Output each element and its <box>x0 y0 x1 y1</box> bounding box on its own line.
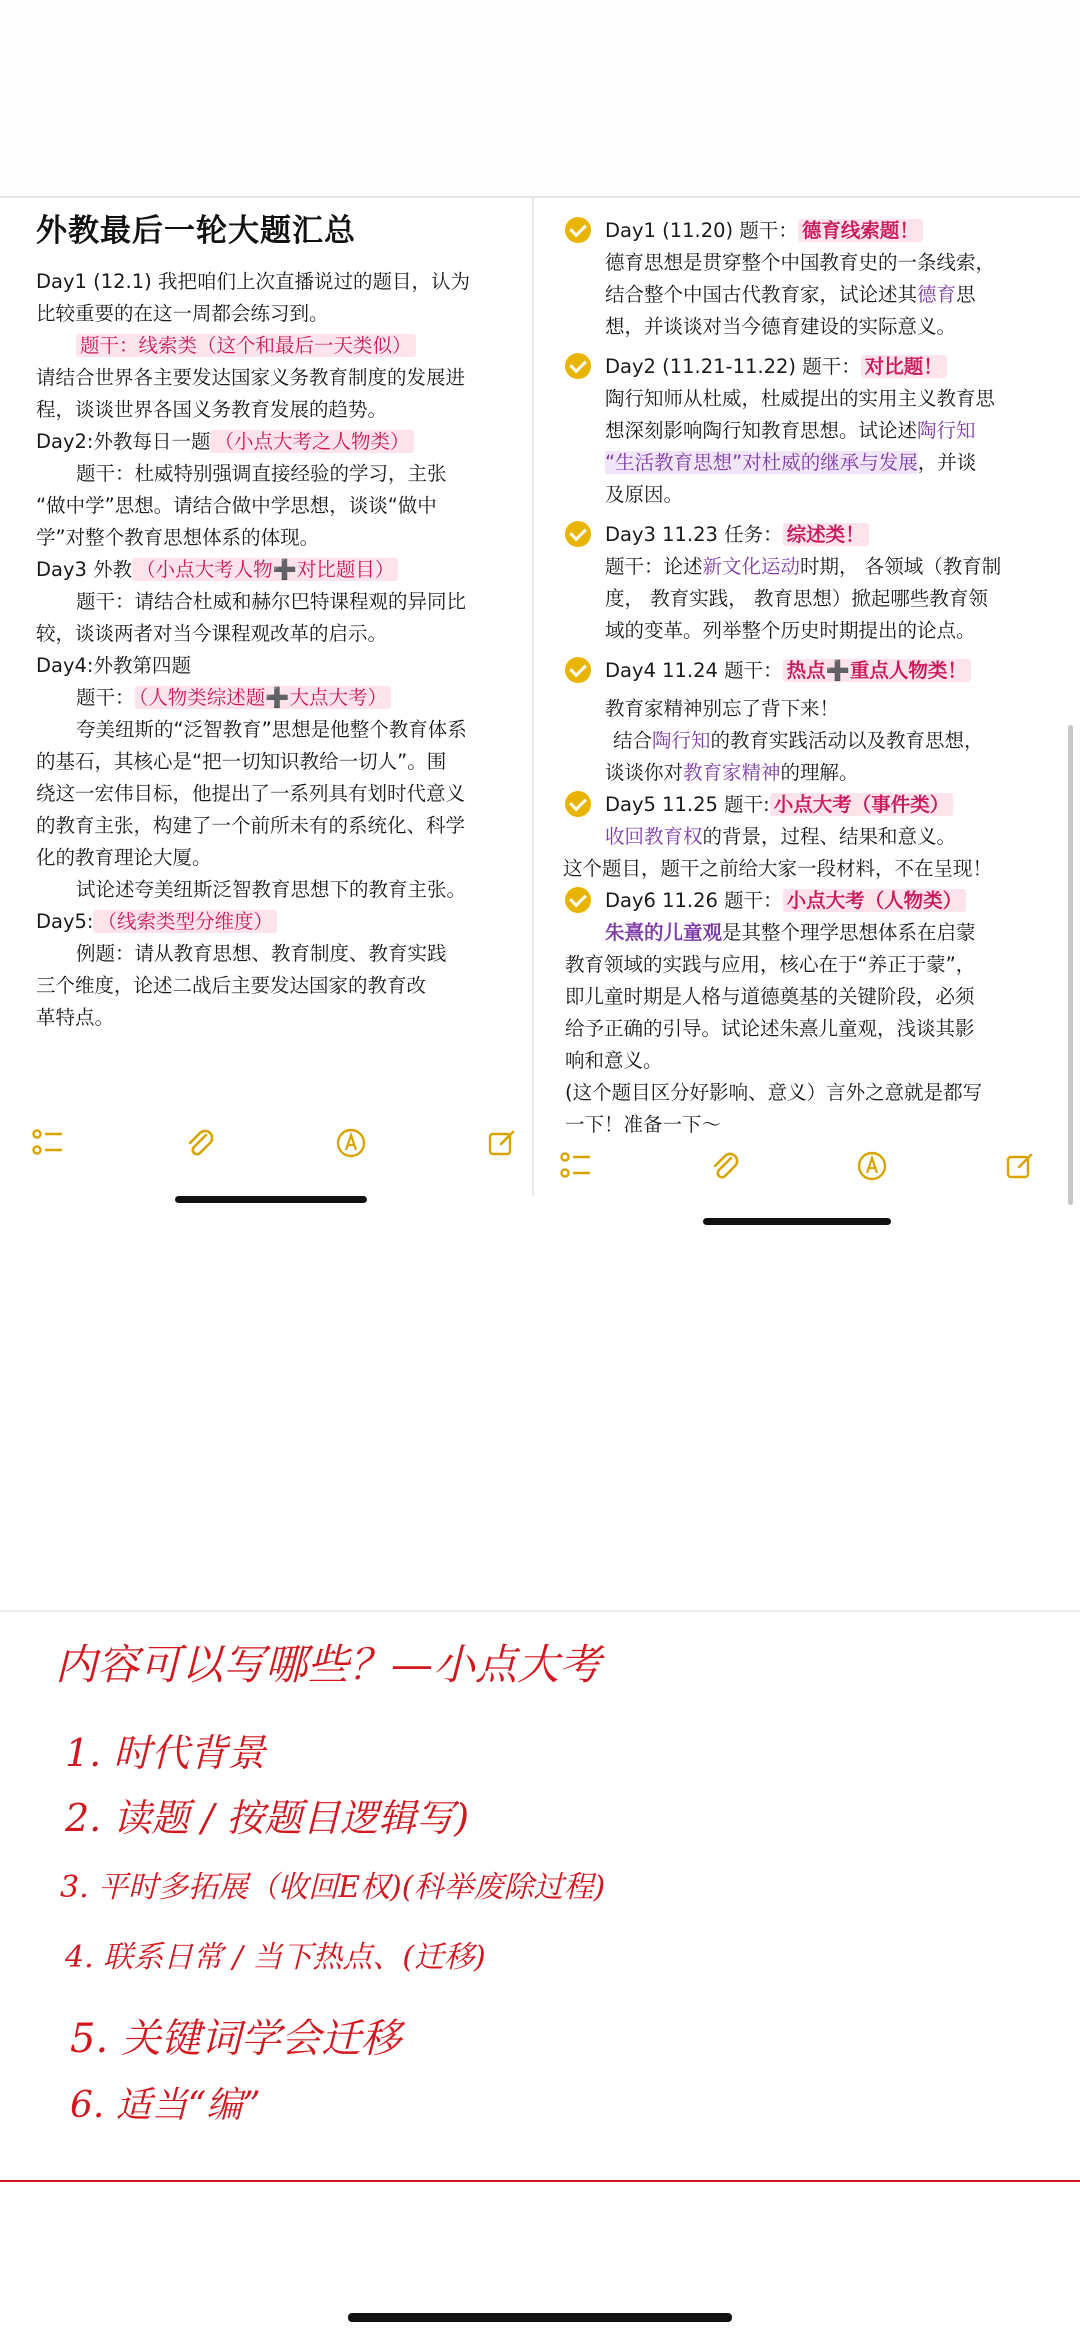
emphasis-text: 陶行知 <box>917 419 976 442</box>
handwritten-notes <box>0 1612 1080 2182</box>
handwritten-item: 6. 适当“编” <box>70 2085 261 2126</box>
note-line: 德育思想是贯穿整个中国教育史的一条线索， <box>605 251 996 274</box>
top-divider <box>0 196 1080 198</box>
note-text: 思 <box>956 283 976 306</box>
note-title: 外教最后一轮大题汇总 <box>36 213 356 249</box>
handwritten-item: 2. 读题 / 按题目逻辑写) <box>65 1796 470 1840</box>
note-line: 的基石，其核心是“把一切知识教给一切人”。围 <box>36 750 447 773</box>
highlight-tag: 小点大考（事件类） <box>770 793 954 816</box>
note-line: 题干：杜威特别强调直接经验的学习，主张 <box>76 462 447 485</box>
checkmark-icon[interactable] <box>565 521 591 547</box>
markup-pen-icon[interactable] <box>854 1148 890 1184</box>
emphasis-text: “生活教育思想”对杜威的继承与发展 <box>605 451 918 474</box>
note-line: 例题：请从教育思想、教育制度、教育实践 <box>76 942 447 965</box>
note-line: 及原因。 <box>605 483 684 506</box>
note-line: 即儿童时期是人格与道德奠基的关键阶段，必须 <box>565 985 975 1008</box>
day-heading: Day5: <box>36 910 94 933</box>
note-text: 时期， 各领域（教育制 <box>800 555 1002 578</box>
emphasis-text: 德育 <box>917 283 957 306</box>
home-indicator-left[interactable] <box>175 1196 367 1203</box>
note-text: 结合整个中国古代教育家，试论述其 <box>605 283 918 306</box>
note-line: 的教育主张，构建了一个前所未有的系统化、科学 <box>36 814 466 837</box>
highlight-tag: 综述类！ <box>783 523 869 546</box>
note-text: ，并谈 <box>917 451 977 474</box>
day-heading: Day3 外教 <box>36 558 133 581</box>
checkmark-icon[interactable] <box>565 657 591 683</box>
note-text: 的背景，过程、结果和意义。 <box>702 825 957 848</box>
highlight-tag: （小点大考人物➕对比题目） <box>132 558 398 581</box>
emphasis-text: 朱熹的儿童观 <box>605 921 723 944</box>
note-line: 比较重要的在这一周都会练习到。 <box>36 302 329 325</box>
note-line: 想，并谈谈对当今德育建设的实际意义。 <box>605 315 957 338</box>
highlight-tag: 对比题！ <box>861 355 947 378</box>
note-line: 较，谈谈两者对当今课程观改革的启示。 <box>36 622 388 645</box>
compose-icon[interactable] <box>484 1125 520 1161</box>
scrollbar[interactable] <box>1068 725 1073 1205</box>
checkmark-icon[interactable] <box>565 353 591 379</box>
home-indicator-right[interactable] <box>703 1218 891 1225</box>
center-divider <box>532 196 534 1196</box>
highlight-tag: （小点大考之人物类） <box>210 430 413 453</box>
paperclip-icon[interactable] <box>181 1125 217 1161</box>
highlight-tag: 德育线索题！ <box>798 219 923 242</box>
note-line: 革特点。 <box>36 1006 115 1029</box>
checklist-icon[interactable] <box>30 1125 66 1161</box>
handwritten-item: 1. 时代背景 <box>65 1731 266 1775</box>
note-line: 响和意义。 <box>565 1049 663 1072</box>
note-line: 给予正确的引导。试论述朱熹儿童观，浅谈其影 <box>565 1017 975 1040</box>
day-heading: Day2 (11.21-11.22) 题干： <box>605 355 861 378</box>
note-line: 绕这一宏伟目标，他提出了一系列具有划时代意义 <box>36 782 466 805</box>
right-notes-toolbar <box>558 1148 1038 1184</box>
highlight-tag: 热点➕重点人物类！ <box>783 659 971 682</box>
highlight-tag: （线索类型分维度） <box>93 910 277 933</box>
note-line: 教育家精神别忘了背下来！ <box>605 697 840 720</box>
handwritten-heading: 内容可以写哪些？—小点大考 <box>55 1640 602 1689</box>
compose-icon[interactable] <box>1002 1148 1038 1184</box>
day-heading: Day2:外教每日一题 <box>36 430 211 453</box>
note-label: 题干： <box>76 686 135 709</box>
note-line: 夸美纽斯的“泛智教育”思想是他整个教育体系 <box>76 718 467 741</box>
note-line: Day1 (12.1) 我把咱们上次直播说过的题目，认为 <box>36 270 470 293</box>
handwritten-item: 4. 联系日常 / 当下热点、(迁移) <box>65 1940 486 1975</box>
emphasis-text: 教育家精神 <box>683 761 781 784</box>
day-heading: Day1 (11.20) 题干： <box>605 219 798 242</box>
highlight-tag: （人物类综述题➕大点大考） <box>135 686 392 709</box>
note-line: (这个题目区分好影响、意义）言外之意就是都写 <box>565 1081 983 1104</box>
emphasis-text: 新文化运动 <box>702 555 801 578</box>
note-line: 三个维度，论述二战后主要发达国家的教育改 <box>36 974 427 997</box>
red-rule-line <box>0 2180 1080 2182</box>
note-text: 的教育实践活动以及教育思想， <box>710 729 984 752</box>
left-notes-toolbar <box>30 1125 520 1161</box>
handwritten-item: 3. 平时多拓展（收回E权)(科举废除过程) <box>60 1870 606 1905</box>
highlight-tag: 小点大考（人物类） <box>783 889 967 912</box>
note-text: 结合 <box>613 729 653 752</box>
left-note-panel <box>36 205 526 1034</box>
checklist-icon[interactable] <box>558 1148 594 1184</box>
note-line: 题干：请结合杜威和赫尔巴特课程观的异同比 <box>76 590 467 613</box>
right-note-panel <box>565 215 1045 1141</box>
day-heading: Day3 11.23 任务： <box>605 523 783 546</box>
checkmark-icon[interactable] <box>565 217 591 243</box>
paperclip-icon[interactable] <box>706 1148 742 1184</box>
emphasis-text: 陶行知 <box>652 729 711 752</box>
highlight-tag: 题干：线索类（这个和最后一天类似） <box>76 334 416 357</box>
day-heading: Day4 11.24 题干： <box>605 659 783 682</box>
note-line: 教育领域的实践与应用，核心在于“养正于蒙”， <box>565 953 976 976</box>
top-blank-area <box>0 0 1080 196</box>
note-line: 度， 教育实践， 教育思想）掀起哪些教育领 <box>605 587 988 610</box>
note-line: 一下！准备一下～ <box>565 1113 722 1136</box>
handwritten-item: 5. 关键词学会迁移 <box>70 2016 401 2062</box>
checkmark-icon[interactable] <box>565 887 591 913</box>
note-text: 是其整个理学思想体系在启蒙 <box>722 921 976 944</box>
note-line: 试论述夸美纽斯泛智教育思想下的教育主张。 <box>76 878 467 901</box>
day-heading: Day4:外教第四题 <box>36 654 191 677</box>
note-text: 谈谈你对 <box>605 761 684 784</box>
checkmark-icon[interactable] <box>565 791 591 817</box>
note-line: 学”对整个教育思想体系的体现。 <box>36 526 320 549</box>
note-line: 化的教育理论大厦。 <box>36 846 212 869</box>
markup-pen-icon[interactable] <box>333 1125 369 1161</box>
day-heading: Day6 11.26 题干： <box>605 889 783 912</box>
day-heading: Day5 11.25 题干: <box>605 793 770 816</box>
note-line: 请结合世界各主要发达国家义务教育制度的发展进 <box>36 366 466 389</box>
note-text: 想深刻影响陶行知教育思想。试论述 <box>605 419 918 442</box>
note-line: 程，谈谈世界各国义务教育发展的趋势。 <box>36 398 388 421</box>
note-line: 这个题目，题干之前给大家一段材料，不在呈现！ <box>563 857 993 880</box>
note-text: 题干：论述 <box>605 555 703 578</box>
home-indicator-bottom[interactable] <box>348 2313 732 2322</box>
note-line: 域的变革。列举整个历史时期提出的论点。 <box>605 619 976 642</box>
note-line: 陶行知师从杜威，杜威提出的实用主义教育思 <box>605 387 996 410</box>
emphasis-text: 收回教育权 <box>605 825 703 848</box>
note-line: “做中学”思想。请结合做中学思想，谈谈“做中 <box>36 494 437 517</box>
note-text: 的理解。 <box>780 761 859 784</box>
